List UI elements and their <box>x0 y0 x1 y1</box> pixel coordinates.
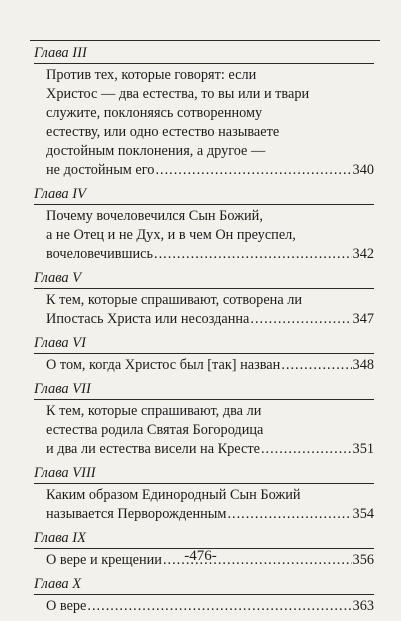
entry-text-line: О том, когда Христос был [так] назван <box>46 357 281 373</box>
top-rule <box>30 40 380 41</box>
entry-last-line <box>46 440 374 459</box>
entry-text-line: О вере и крещении <box>46 552 162 568</box>
entry-last-line <box>46 356 374 375</box>
entry-last-line <box>46 597 374 616</box>
page-reference: 348 <box>352 357 374 373</box>
chapter-entry <box>34 207 374 264</box>
page-reference: 363 <box>352 598 374 614</box>
chapter-entry <box>34 486 374 524</box>
entry-text-line: К тем, которые спрашивают, сотворена ли <box>46 292 303 308</box>
entry-text-line: естества родила Святая Богородица <box>46 422 264 438</box>
chapter-rule <box>34 204 374 205</box>
entry-text-line: Почему вочеловечился Сын Божий, <box>46 208 263 224</box>
leader-dots <box>155 161 351 180</box>
chapter-entry <box>34 402 374 459</box>
entry-text-line: Каким образом Единородный Сын Божий <box>46 487 301 503</box>
chapter-title: Глава X <box>34 576 82 592</box>
chapter-rule <box>34 353 374 354</box>
toc-chapter <box>34 334 374 375</box>
chapter-title: Глава IX <box>34 530 86 546</box>
entry-text-line: служите, поклоняясь сотворенному <box>46 105 263 121</box>
entry-text-line: достойным поклонения, а другое — <box>46 143 266 159</box>
chapter-entry <box>34 356 374 375</box>
chapter-title: Глава IV <box>34 186 86 202</box>
toc-chapter <box>34 185 374 264</box>
entry-last-line <box>46 161 374 180</box>
leader-dots <box>87 597 351 616</box>
leader-dots <box>281 356 351 375</box>
page-reference: 351 <box>352 441 374 457</box>
leader-dots <box>227 505 351 524</box>
page-reference: 356 <box>352 552 374 568</box>
entry-text-line: а не Отец и не Дух, и в чем Он преуспел, <box>46 227 296 243</box>
entry-text-line: и два ли естества висели на Кресте <box>46 441 260 457</box>
entry-text-line: вочеловечившись <box>46 246 154 262</box>
leader-dots <box>250 310 351 329</box>
page-reference: 347 <box>352 311 374 327</box>
chapter-rule <box>34 399 374 400</box>
entry-text-line: не достойным его <box>46 162 155 178</box>
table-of-contents <box>34 44 374 621</box>
entry-last-line <box>46 310 374 329</box>
chapter-rule <box>34 288 374 289</box>
toc-chapter <box>34 380 374 459</box>
entry-text-line: естеству, или одно естество называете <box>46 124 280 140</box>
chapter-rule <box>34 483 374 484</box>
entry-text-line: Ипостась Христа или несозданна <box>46 311 250 327</box>
page-reference: 354 <box>352 506 374 522</box>
entry-text-line: О вере <box>46 598 87 614</box>
entry-text-line: Против тех, которые говорят: если <box>46 67 257 83</box>
chapter-title: Глава VII <box>34 381 91 397</box>
chapter-entry <box>34 291 374 329</box>
chapter-entry <box>34 66 374 180</box>
chapter-entry <box>34 597 374 616</box>
leader-dots <box>154 245 352 264</box>
chapter-title: Глава VI <box>34 335 86 351</box>
page-reference: 340 <box>352 162 374 178</box>
chapter-rule <box>34 63 374 64</box>
toc-chapter <box>34 269 374 329</box>
entry-text-line: Христос — два естества, то вы или и твари <box>46 86 310 102</box>
chapter-title: Глава V <box>34 270 82 286</box>
chapter-rule <box>34 594 374 595</box>
entry-text-line: называется Перворожденным <box>46 506 227 522</box>
entry-text-line: К тем, которые спрашивают, два ли <box>46 403 262 419</box>
toc-chapter <box>34 464 374 524</box>
page-number: -476- <box>184 548 217 564</box>
leader-dots <box>261 440 352 459</box>
entry-last-line <box>46 245 374 264</box>
page-reference: 342 <box>352 246 374 262</box>
toc-chapter <box>34 575 374 616</box>
toc-chapter <box>34 44 374 180</box>
entry-last-line <box>46 505 374 524</box>
chapter-title: Глава III <box>34 45 87 61</box>
chapter-title: Глава VIII <box>34 465 96 481</box>
